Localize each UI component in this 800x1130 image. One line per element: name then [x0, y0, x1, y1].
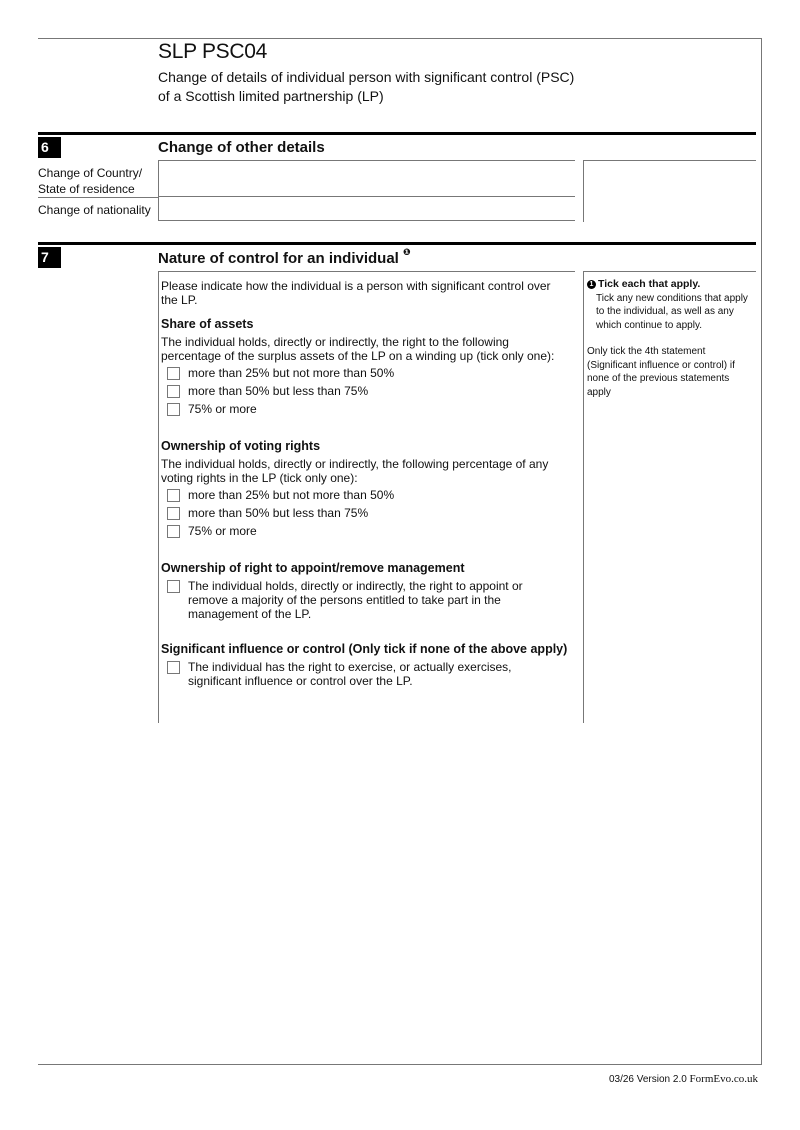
assets-option-25-50[interactable]: [161, 366, 575, 380]
checkbox[interactable]: [167, 403, 180, 416]
section-7-rule: [38, 242, 756, 245]
page-frame-right: [761, 38, 762, 1065]
section-7-title: [158, 249, 411, 267]
checkbox[interactable]: [167, 385, 180, 398]
option-label: 75% or more: [188, 524, 257, 538]
note-body: Tick any new conditions that apply to the individual, as well as any which continue to apply.: [596, 292, 748, 331]
footer-brand: FormEvo.co.uk: [689, 1073, 758, 1085]
checkbox[interactable]: [167, 367, 180, 380]
checkbox[interactable]: [167, 580, 180, 593]
section-6-rule: [38, 132, 756, 135]
share-of-assets-title: Share of assets: [161, 317, 254, 331]
form-description-line1: Change of details of individual person with significant control (PSC): [158, 69, 575, 85]
field-divider: [38, 197, 158, 198]
form-code: SLP PSC04: [158, 40, 267, 63]
appoint-remove-option[interactable]: [161, 579, 575, 621]
share-of-assets-description: The individual holds, directly or indirectly, the right to the following percentage of the surplus assets of the LP on a winding up (tick only one):: [161, 335, 555, 363]
nature-of-control-intro: Please indicate how the individual is a person with significant control over the LP.: [161, 279, 551, 307]
section-6-notes-panel: [583, 160, 756, 222]
page-frame-bottom: [38, 1064, 762, 1065]
note-body-2: Only tick the 4th statement (Significant influence or control) if none of the previous statements apply: [587, 346, 735, 398]
checkbox[interactable]: [167, 507, 180, 520]
significant-influence-title: Significant influence or control (Only tick if none of the above apply): [161, 642, 568, 656]
country-label-line2: State of residence: [38, 182, 135, 196]
checkbox[interactable]: [167, 525, 180, 538]
country-label-line1: Change of Country/: [38, 166, 143, 180]
voting-option-50-75[interactable]: [161, 506, 575, 520]
country-of-residence-label: [38, 165, 156, 197]
nationality-label: Change of nationality: [38, 203, 151, 217]
info-number-icon: 1: [587, 280, 596, 289]
section-7-number: 7: [38, 247, 61, 268]
voting-rights-title: Ownership of voting rights: [161, 439, 321, 453]
voting-option-75-plus[interactable]: [161, 524, 575, 538]
appoint-remove-title: Ownership of right to appoint/remove management: [161, 561, 465, 575]
nationality-field[interactable]: [158, 197, 575, 221]
note-marker-icon: ❶: [403, 247, 411, 257]
form-description-line2: of a Scottish limited partnership (LP): [158, 88, 384, 104]
form-description: [158, 68, 638, 106]
option-label: more than 50% but less than 75%: [188, 506, 369, 520]
voting-option-25-50[interactable]: [161, 488, 575, 502]
section-7-title-text: Nature of control for an individual: [158, 250, 399, 267]
note-heading: [587, 278, 756, 292]
significant-influence-option[interactable]: [161, 660, 575, 688]
checkbox[interactable]: [167, 661, 180, 674]
option-label: more than 25% but not more than 50%: [188, 488, 395, 502]
nature-of-control-panel: [158, 271, 575, 723]
assets-option-75-plus[interactable]: [161, 402, 575, 416]
voting-rights-description: The individual holds, directly or indirectly, the following percentage of any voting rights in the LP (tick only one):: [161, 457, 549, 485]
option-label: more than 25% but not more than 50%: [188, 366, 395, 380]
page-frame-top: [38, 38, 762, 39]
option-label: The individual holds, directly or indirectly, the right to appoint or remove a majority of the persons entitled to take part in the management of the LP.: [188, 579, 523, 621]
option-label: 75% or more: [188, 402, 257, 416]
section-6-number: 6: [38, 137, 61, 158]
note-heading-text: Tick each that apply.: [598, 278, 701, 290]
assets-option-50-75[interactable]: [161, 384, 575, 398]
footer: [560, 1073, 758, 1085]
section-6-title: Change of other details: [158, 139, 325, 156]
option-label: more than 50% but less than 75%: [188, 384, 369, 398]
section-7-notes-panel: [583, 271, 756, 723]
checkbox[interactable]: [167, 489, 180, 502]
country-of-residence-field[interactable]: [158, 160, 575, 197]
footer-version: 03/26 Version 2.0: [608, 1074, 687, 1085]
option-label: The individual has the right to exercise, or actually exercises, significant influence or control over the LP.: [188, 660, 512, 688]
